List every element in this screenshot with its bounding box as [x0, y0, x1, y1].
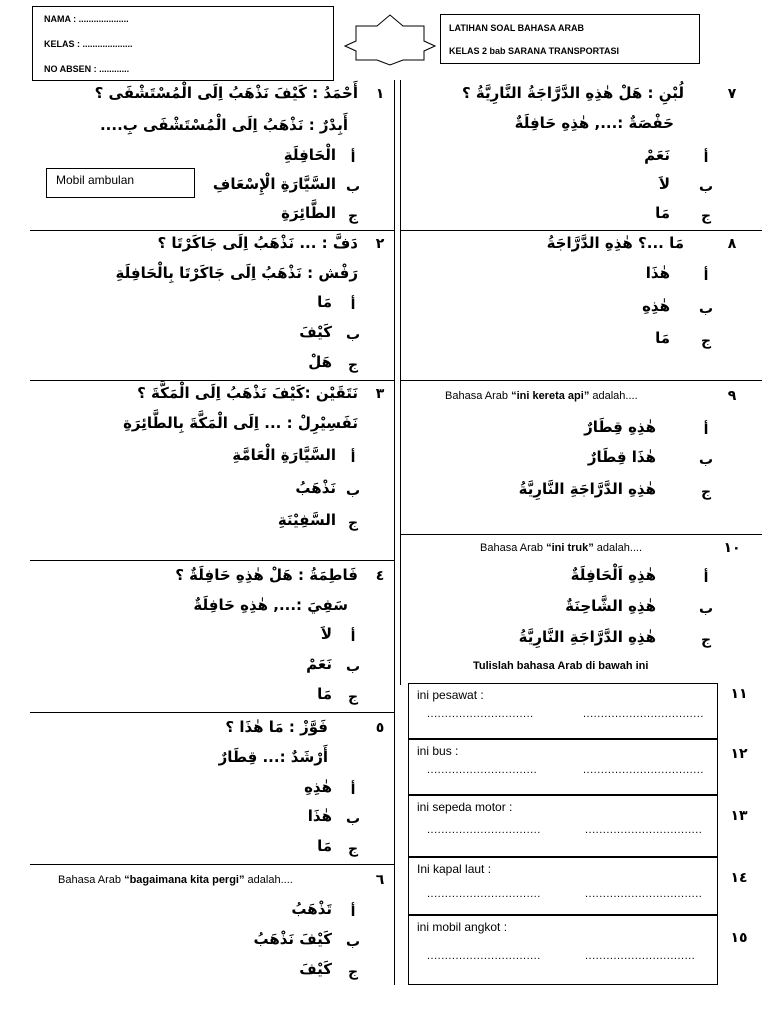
option-letter: ج	[700, 484, 712, 500]
answer-blank[interactable]: .................................	[585, 824, 703, 836]
question-number: ١٤	[730, 870, 748, 886]
answer-box[interactable]	[408, 857, 718, 915]
option-letter: ب	[345, 327, 361, 343]
question-prompt: Bahasa Arab “ini kereta api” adalah....	[445, 390, 638, 402]
option-letter: ج	[700, 208, 712, 224]
question-number: ١٢	[730, 746, 748, 762]
answer-blank[interactable]: .................................	[585, 888, 703, 900]
answer-blank[interactable]: ...............................	[585, 950, 696, 962]
option-letter: ب	[345, 811, 361, 827]
option-text[interactable]: نَعَمْ	[644, 146, 670, 164]
answer-box[interactable]	[408, 683, 718, 739]
question-number: ٣	[375, 386, 385, 402]
option-letter: أ	[350, 904, 356, 920]
option-text[interactable]: السَّيَّارَةِ الْعَامَّةِ	[232, 446, 336, 464]
answer-blank[interactable]: ................................	[427, 824, 541, 836]
option-letter: أ	[703, 422, 709, 438]
answer-blank[interactable]: ................................	[427, 950, 541, 962]
option-text[interactable]: هٰذِهِ	[304, 778, 332, 796]
question-prompt: Bahasa Arab “bagaimana kita pergi” adalah....	[58, 874, 293, 886]
separator	[400, 230, 762, 231]
option-letter: ج	[347, 841, 359, 857]
answer-prompt: ini mobil angkot :	[417, 920, 508, 934]
answer-box[interactable]	[408, 739, 718, 795]
separator	[30, 380, 394, 381]
option-text[interactable]: الطَّائِرَةِ	[281, 204, 336, 222]
option-letter: ج	[700, 333, 712, 349]
question-number: ٥	[375, 720, 385, 736]
dialog-line: مَا ...؟ هٰذِهِ الدَّرَّاجَةُ	[546, 234, 684, 252]
divider-right	[400, 80, 401, 685]
option-letter: ب	[345, 934, 361, 950]
option-letter: أ	[350, 450, 356, 466]
question-number: ٤	[375, 568, 385, 584]
option-text[interactable]: هٰذَا قِطَارٌ	[587, 448, 656, 466]
separator	[400, 380, 762, 381]
question-number: ٢	[375, 236, 385, 252]
question-number: ٩	[727, 388, 737, 404]
option-text[interactable]: هٰذِهِ الدَّرَّاجَةِ النَّارِيَّةُ	[518, 628, 656, 646]
dialog-line: نَفَسِيْرِلْ : ... اِلَى الْمَكَّةَ بِالطَّائِرَةِ	[123, 414, 358, 432]
option-letter: أ	[703, 150, 709, 166]
question-number: ١١	[730, 686, 748, 702]
option-letter: ج	[347, 208, 359, 224]
answer-prompt: ini pesawat :	[417, 688, 484, 702]
answer-prompt: ini sepeda motor :	[417, 800, 513, 814]
option-text[interactable]: هٰذَا	[645, 264, 670, 282]
option-text[interactable]: السَّيَّارَةِ الْإِسْعَافِ	[212, 175, 336, 193]
option-letter: أ	[703, 570, 709, 586]
option-text[interactable]: لاَ	[658, 175, 670, 193]
name-field[interactable]: NAMA : ....................	[44, 14, 129, 24]
option-letter: ج	[347, 964, 359, 980]
section-title: Tulislah bahasa Arab di bawah ini	[473, 660, 649, 672]
question-number: ٧	[727, 86, 737, 102]
option-text[interactable]: مَا	[317, 293, 332, 311]
answer-prompt: ini bus :	[417, 744, 459, 758]
question-prompt: Bahasa Arab “ini truk” adalah....	[480, 542, 643, 554]
option-text[interactable]: هٰذِهِ الدَّرَّاجَةِ النَّارِيَّةُ	[518, 480, 656, 498]
option-text[interactable]: هَلْ	[308, 353, 332, 371]
option-letter: ج	[347, 515, 359, 531]
exam-title: LATIHAN SOAL BAHASA ARAB	[449, 23, 584, 33]
option-text[interactable]: مَا	[317, 685, 332, 703]
absen-field[interactable]: NO ABSEN : ............	[44, 64, 130, 74]
option-text[interactable]: هٰذِهِ الشَّاحِنَةٌ	[565, 597, 656, 615]
dialog-line: فَوَّزْ : مَا هٰذَا ؟	[225, 718, 328, 736]
separator	[30, 230, 394, 231]
option-letter: ج	[347, 689, 359, 705]
answer-blank[interactable]: ..................................	[583, 764, 704, 776]
option-text[interactable]: مَا	[655, 204, 670, 222]
dialog-line: حَفْصَةٌ :..., هٰذِهِ حَافِلَةٌ	[514, 114, 674, 132]
option-letter: ب	[698, 179, 714, 195]
option-text[interactable]: هٰذِهِ قِطَارٌ	[584, 418, 656, 436]
option-letter: ب	[345, 659, 361, 675]
title-box	[440, 14, 700, 64]
dialog-line: أَرْشَدٌ :... قِطَارٌ	[218, 748, 328, 766]
separator	[30, 864, 394, 865]
option-letter: ب	[698, 452, 714, 468]
question-number: ٨	[727, 236, 737, 252]
exam-subtitle: KELAS 2 bab SARANA TRANSPORTASI	[449, 46, 620, 56]
option-letter: ب	[345, 483, 361, 499]
option-text[interactable]: هٰذِهِ اَلْحَافِلَةٌ	[570, 566, 656, 584]
separator	[400, 534, 762, 535]
dialog-line: نَتَقَيْن :كَيْفَ نَذْهَبُ اِلَى الْمَكَّةَ ؟	[137, 384, 358, 402]
option-text[interactable]: مَا	[317, 837, 332, 855]
answer-blank[interactable]: ..................................	[583, 708, 704, 720]
option-letter: أ	[703, 268, 709, 284]
dialog-line: أَحْمَدُ : كَيْفَ نَذْهَبُ اِلَى الْمُسْتَشْفَى ؟	[94, 84, 358, 102]
option-text[interactable]: لاَ	[320, 625, 332, 643]
answer-blank[interactable]: ...............................	[427, 764, 538, 776]
question-number: ١٠	[723, 540, 741, 556]
question-number: ٦	[375, 872, 385, 888]
option-letter: ج	[700, 632, 712, 648]
option-letter: أ	[350, 297, 356, 313]
option-text[interactable]: مَا	[655, 329, 670, 347]
hint-text: Mobil ambulan	[56, 173, 135, 187]
option-text[interactable]: نَذْهَبُ	[295, 479, 336, 497]
option-text[interactable]: كَيْفَ	[299, 960, 332, 978]
answer-box[interactable]	[408, 915, 718, 985]
option-letter: أ	[350, 629, 356, 645]
option-text[interactable]: السَّفِيْنَةِ	[277, 511, 336, 529]
option-text[interactable]: هٰذِهِ	[642, 297, 670, 315]
separator	[30, 560, 394, 561]
divider-left	[394, 80, 395, 985]
separator	[30, 712, 394, 713]
answer-blank[interactable]: ..............................	[427, 708, 534, 720]
option-letter: ب	[698, 601, 714, 617]
question-number: ١	[375, 86, 385, 102]
dialog-line: دَفَّ : ... نَذْهَبُ اِلَى جَاكَرْتَا ؟	[157, 234, 358, 252]
option-letter: ج	[347, 357, 359, 373]
question-number: ١٣	[730, 808, 748, 824]
dialog-line: رَفْش : نَذْهَبُ اِلَى جَاكَرْتَا بِالْحَافِلَةِ	[115, 264, 358, 282]
answer-box[interactable]	[408, 795, 718, 857]
question-number: ١٥	[730, 930, 748, 946]
option-letter: ب	[698, 301, 714, 317]
option-letter: أ	[350, 782, 356, 798]
option-text[interactable]: كَيْفَ	[299, 323, 332, 341]
answer-prompt: Ini kapal laut :	[417, 862, 492, 876]
option-text[interactable]: تَذْهَبُ	[291, 900, 332, 918]
option-text[interactable]: الْحَافِلَةِ	[283, 146, 336, 164]
dialog-line: أَبِدْرٌ : نَذْهَبُ اِلَى الْمُسْتَشْفَى بِ....	[99, 116, 348, 134]
option-letter: ب	[345, 179, 361, 195]
dialog-line: سَفِيَ :..., هٰذِهِ حَافِلَةٌ	[193, 596, 348, 614]
option-text[interactable]: هٰذَا	[307, 807, 332, 825]
answer-blank[interactable]: ................................	[427, 888, 541, 900]
option-text[interactable]: كَيْفَ نَذْهَبُ	[253, 930, 332, 948]
option-text[interactable]: نَعَمْ	[306, 655, 332, 673]
star-ornament-icon	[344, 14, 436, 66]
option-letter: أ	[350, 150, 356, 166]
dialog-line: فَاطِمَةُ : هَلْ هٰذِهِ حَافِلَةٌ ؟	[175, 566, 358, 584]
dialog-line: لُبْنِ : هَلْ هٰذِهِ الدَّرَّاجَةُ النَّارِيَّةُ ؟	[461, 84, 684, 102]
class-field[interactable]: KELAS : ....................	[44, 39, 133, 49]
